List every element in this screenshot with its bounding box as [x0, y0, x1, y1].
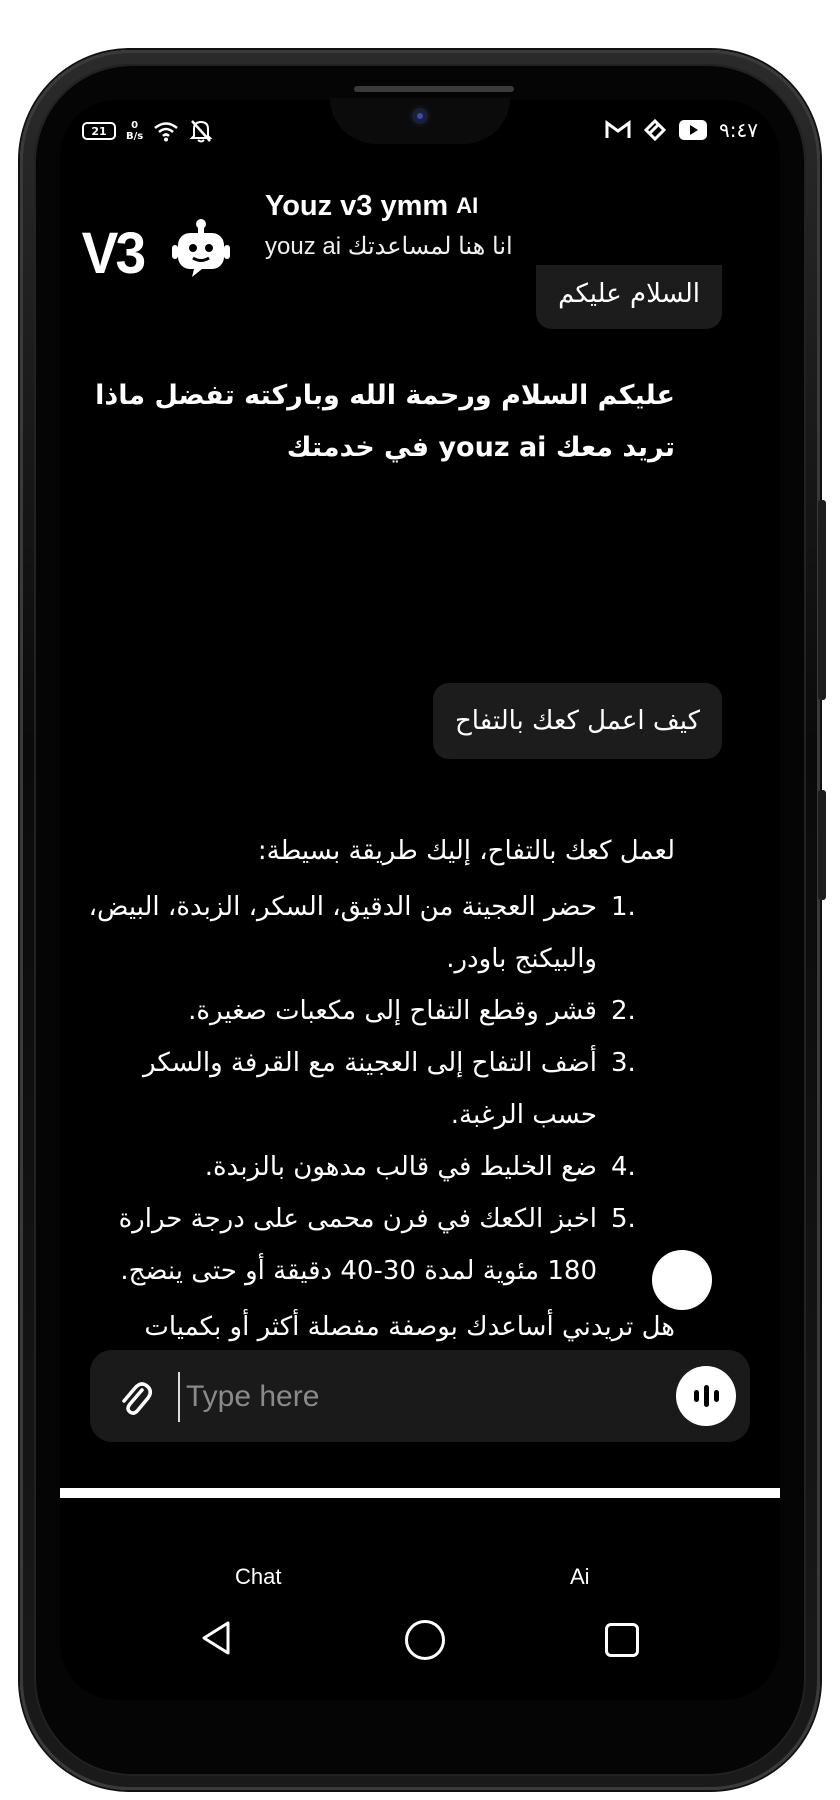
youtube-icon [679, 120, 707, 140]
status-left [82, 118, 213, 144]
wifi-icon [153, 120, 179, 142]
voice-button[interactable] [676, 1366, 736, 1426]
gmail-icon [605, 120, 631, 140]
recipe-step [85, 1037, 636, 1141]
recipe-step [85, 1141, 636, 1193]
ai-badge: AI [456, 193, 479, 218]
ai-message-outro: هل تريدني أساعدك بوصفة مفصلة أكثر أو بكميات [144, 1312, 675, 1342]
recipe-steps [85, 881, 675, 1297]
ai-message-intro: لعمل كعك بالتفاح، إليك طريقة بسيطة: [257, 836, 675, 866]
attach-icon[interactable] [118, 1378, 152, 1418]
step-text: ضع الخليط في قالب مدهون بالزبدة. [204, 1152, 597, 1182]
recipe-step [85, 881, 636, 985]
step-number: 3. [611, 1048, 636, 1078]
user-message[interactable]: السلام عليكم [536, 265, 722, 329]
net-speed-unit: B/s [126, 131, 144, 142]
step-number: 5. [611, 1204, 636, 1234]
step-text: اخبز الكعك في فرن محمى على درجة حرارة 180 مئوية لمدة 30-40 دقيقة أو حتى ينضج. [118, 1204, 597, 1286]
battery-level: 21 [91, 124, 107, 138]
chat-title-text: Youz v3 ymm [265, 190, 449, 222]
bell-off-icon [189, 118, 213, 144]
user-message[interactable]: كيف اعمل كعك بالتفاح [433, 683, 722, 759]
message-composer [90, 1350, 750, 1442]
tab-chat[interactable]: Chat [235, 1564, 282, 1589]
voice-bar-icon [694, 1390, 699, 1402]
net-speed-value: 0 [131, 120, 139, 131]
app-icon [643, 118, 667, 142]
ai-message[interactable]: عليكم السلام ورحمة الله وباركته تفضل ماذا تريد معك youz ai في خدمتك [95, 380, 675, 463]
tab-ai[interactable]: Ai [570, 1564, 590, 1589]
screen [60, 100, 780, 1700]
step-text: أضف التفاح إلى العجينة مع القرفة والسكر حسب الرغبة. [143, 1048, 597, 1130]
scroll-down-button[interactable] [652, 1250, 712, 1310]
recipe-step [85, 1193, 636, 1297]
ai-message[interactable] [85, 825, 675, 1405]
battery-icon [82, 122, 116, 140]
message-input[interactable] [178, 1372, 618, 1422]
step-number: 1. [611, 892, 636, 922]
robot-icon [172, 218, 230, 278]
chat-subtitle: youz ai انا هنا لمساعدتك [265, 233, 513, 260]
nav-divider [60, 1488, 780, 1498]
clock: ٩:٤٧ [719, 118, 758, 142]
system-navigation [60, 1610, 780, 1670]
chat-title [265, 190, 478, 223]
voice-bar-icon [704, 1385, 709, 1407]
recents-icon[interactable] [605, 1623, 639, 1657]
home-icon[interactable] [405, 1620, 445, 1660]
step-number: 2. [611, 996, 636, 1026]
step-text: قشر وقطع التفاح إلى مكعبات صغيرة. [188, 996, 597, 1026]
app-logo: V3 [81, 221, 144, 286]
power-button [818, 790, 826, 900]
step-text: حضر العجينة من الدقيق، السكر، الزبدة، البيض، والبيكنج باودر. [88, 892, 597, 974]
step-number: 4. [611, 1152, 636, 1182]
back-icon[interactable] [200, 1620, 234, 1656]
message-list[interactable] [60, 275, 780, 1342]
earpiece-speaker [354, 86, 514, 92]
volume-button [818, 500, 826, 700]
status-right [605, 118, 758, 142]
status-bar [82, 118, 758, 152]
recipe-step [85, 985, 636, 1037]
voice-bar-icon [714, 1390, 719, 1402]
net-speed [126, 120, 143, 142]
